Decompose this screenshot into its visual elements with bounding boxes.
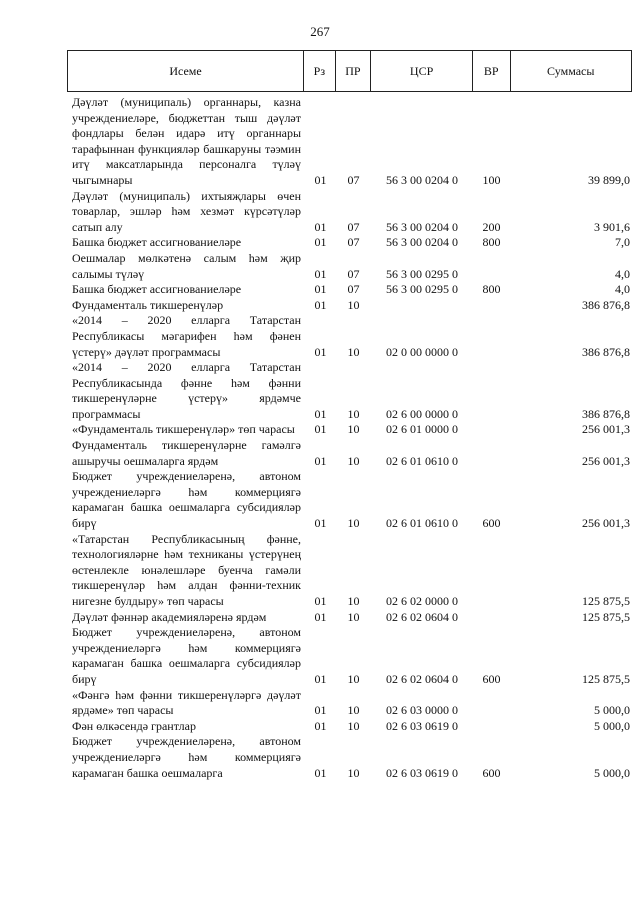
- cell-pr: 07: [347, 282, 360, 297]
- budget-table: [67, 50, 632, 781]
- cell-vr: 100: [482, 172, 501, 187]
- cell-sum: 4,0: [615, 266, 630, 281]
- cell-csr: 02 6 01 0000 0: [386, 422, 458, 437]
- cell-pr: 10: [347, 671, 360, 686]
- cell-name: Фундаменталь тикшеренүләр: [72, 297, 224, 312]
- table-row: [67, 235, 632, 251]
- cell-pr: 10: [347, 609, 360, 624]
- table-body: [67, 95, 632, 781]
- table-row: [67, 469, 632, 531]
- cell-pr: 07: [347, 219, 360, 234]
- table-header: [67, 50, 632, 92]
- cell-rz: 01: [314, 594, 327, 608]
- cell-sum: 5 000,0: [594, 765, 630, 780]
- table-row: [67, 688, 632, 719]
- cell-csr: 02 6 03 0619 0: [386, 765, 458, 780]
- cell-csr: 56 3 00 0204 0: [386, 219, 458, 234]
- table-row: [67, 360, 632, 422]
- cell-sum: 386 876,8: [582, 297, 630, 312]
- table-row: [67, 95, 632, 189]
- cell-rz: 01: [314, 344, 327, 359]
- cell-vr: 800: [482, 235, 501, 250]
- cell-pr: 10: [347, 516, 360, 531]
- cell-pr: 10: [347, 453, 360, 468]
- cell-csr: 02 6 02 0000 0: [386, 594, 458, 608]
- header-sum: Суммасы: [510, 51, 631, 91]
- cell-rz: 01: [314, 406, 327, 421]
- cell-pr: 10: [347, 703, 360, 718]
- table-row: [67, 313, 632, 360]
- cell-csr: 56 3 00 0295 0: [386, 266, 458, 281]
- cell-rz: 01: [314, 671, 327, 686]
- cell-pr: 07: [347, 266, 360, 281]
- cell-name: Фән өлкәсендә грантлар: [72, 718, 196, 733]
- cell-pr: 07: [347, 235, 360, 250]
- cell-name: Бюджет учреждениеләренә, автоном учреждениеләргә һәм коммерциягә карамаган башка оешмаларга: [72, 734, 301, 780]
- cell-sum: 125 875,5: [582, 594, 630, 608]
- cell-pr: 10: [347, 422, 360, 437]
- cell-rz: 01: [314, 609, 327, 624]
- cell-vr: 800: [482, 282, 501, 297]
- cell-csr: 56 3 00 0204 0: [386, 172, 458, 187]
- cell-name: Оешмалар мөлкәтенә салым һәм җир салымы түләү: [72, 250, 301, 281]
- cell-name: Дәүләт (муниципаль) органнары, казна учреждениеләре, бюджеттан тыш дәүләт фондлары белән идарә итү органнары тарафыннан функцияләр башкаруны тәэмин итү максатларында персоналга түләү чыгымнары: [72, 95, 301, 187]
- cell-pr: 10: [347, 718, 360, 733]
- cell-name: «Фундаменталь тикшеренүләр» төп чарасы: [72, 422, 295, 437]
- cell-rz: 01: [314, 266, 327, 281]
- cell-rz: 01: [314, 219, 327, 234]
- table-row: [67, 438, 632, 469]
- cell-sum: 125 875,5: [582, 671, 630, 686]
- header-name: Исеме: [169, 63, 202, 78]
- cell-name: «2014 – 2020 елларга Татарстан Республикасында фәнне һәм фәнни тикшеренүләрне үстерү» ярдәмче программасы: [72, 360, 301, 421]
- cell-sum: 4,0: [615, 282, 630, 297]
- table-row: [67, 298, 632, 314]
- table-row: [67, 719, 632, 735]
- cell-rz: 01: [314, 282, 327, 297]
- cell-sum: 256 001,3: [582, 422, 630, 437]
- cell-name: «2014 – 2020 елларга Татарстан Республикасы мәгарифен һәм фәнен үстерү» дәүләт программасы: [72, 313, 301, 359]
- cell-pr: 10: [347, 406, 360, 421]
- cell-sum: 125 875,5: [582, 609, 630, 624]
- cell-pr: 10: [347, 594, 360, 608]
- cell-csr: 02 6 02 0604 0: [386, 671, 458, 686]
- cell-rz: 01: [314, 422, 327, 437]
- cell-pr: 10: [347, 297, 360, 312]
- cell-sum: 256 001,3: [582, 453, 630, 468]
- cell-csr: 02 6 03 0000 0: [386, 703, 458, 718]
- cell-vr: 600: [482, 516, 501, 531]
- cell-rz: 01: [314, 718, 327, 733]
- cell-name: «Фәнгә һәм фәнни тикшеренүләргә дәүләт ярдәме» төп чарасы: [72, 687, 301, 718]
- cell-pr: 10: [347, 765, 360, 780]
- cell-rz: 01: [314, 516, 327, 531]
- table-row: [67, 532, 632, 610]
- cell-sum: 5 000,0: [594, 718, 630, 733]
- cell-csr: 02 6 00 0000 0: [386, 406, 458, 421]
- cell-sum: 3 901,6: [594, 219, 630, 234]
- cell-rz: 01: [314, 453, 327, 468]
- page-number: 267: [310, 24, 330, 39]
- cell-csr: 02 6 02 0604 0: [386, 609, 458, 624]
- cell-csr: 02 6 03 0619 0: [386, 718, 458, 733]
- cell-csr: 02 6 01 0610 0: [386, 516, 458, 531]
- cell-pr: 07: [347, 172, 360, 187]
- cell-name: «Татарстан Республикасының фәнне, технологияләрне һәм техниканы үстерүнең өстенлекле юнәлешләре буенча гамәли тикшеренүләр һәм алдан фәнни-техник нигезне булдыру» төп чарасы: [72, 531, 301, 608]
- cell-sum: 39 899,0: [588, 172, 630, 187]
- cell-csr: 02 0 00 0000 0: [386, 344, 458, 359]
- cell-vr: 600: [482, 671, 501, 686]
- table-row: [67, 625, 632, 687]
- cell-sum: 386 876,8: [582, 344, 630, 359]
- cell-name: Бюджет учреждениеләренә, автоном учреждениеләргә һәм коммерциягә карамаган башка оешмаларга субсидияләр бирү: [72, 469, 301, 531]
- cell-name: Башка бюджет ассигнованиеләре: [72, 235, 242, 250]
- header-pr: ПР: [335, 51, 371, 91]
- cell-rz: 01: [314, 765, 327, 780]
- cell-sum: 256 001,3: [582, 516, 630, 531]
- header-csr: ЦСР: [370, 51, 472, 91]
- cell-sum: 386 876,8: [582, 406, 630, 421]
- cell-csr: 02 6 01 0610 0: [386, 453, 458, 468]
- header-vr: ВР: [472, 51, 510, 91]
- cell-pr: 10: [347, 344, 360, 359]
- table-row: [67, 189, 632, 236]
- table-row: [67, 282, 632, 298]
- header-rz: Рз: [303, 51, 335, 91]
- cell-name: Башка бюджет ассигнованиеләре: [72, 282, 242, 297]
- cell-vr: 600: [482, 765, 501, 780]
- cell-name: Дәүләт (муниципаль) ихтыяҗлары өчен товарлар, эшләр һәм хезмәт күрсәтүләр сатып алу: [72, 188, 301, 234]
- cell-sum: 7,0: [615, 235, 630, 250]
- cell-rz: 01: [314, 703, 327, 718]
- cell-name: Бюджет учреждениеләренә, автоном учреждениеләргә һәм коммерциягә карамаган башка оешмаларга субсидияләр бирү: [72, 625, 301, 686]
- table-row: [67, 422, 632, 438]
- cell-csr: 56 3 00 0295 0: [386, 282, 458, 297]
- table-row: [67, 251, 632, 282]
- cell-rz: 01: [314, 172, 327, 187]
- table-row: [67, 610, 632, 626]
- cell-csr: 56 3 00 0204 0: [386, 235, 458, 250]
- cell-rz: 01: [314, 235, 327, 250]
- table-row: [67, 734, 632, 781]
- cell-name: Фундаменталь тикшеренүләрне гамәлгә ашыручы оешмаларга ярдәм: [72, 438, 301, 468]
- cell-rz: 01: [314, 297, 327, 312]
- cell-sum: 5 000,0: [594, 703, 630, 718]
- cell-name: Дәүләт фәннәр академияләренә ярдәм: [72, 609, 267, 624]
- cell-vr: 200: [482, 219, 501, 234]
